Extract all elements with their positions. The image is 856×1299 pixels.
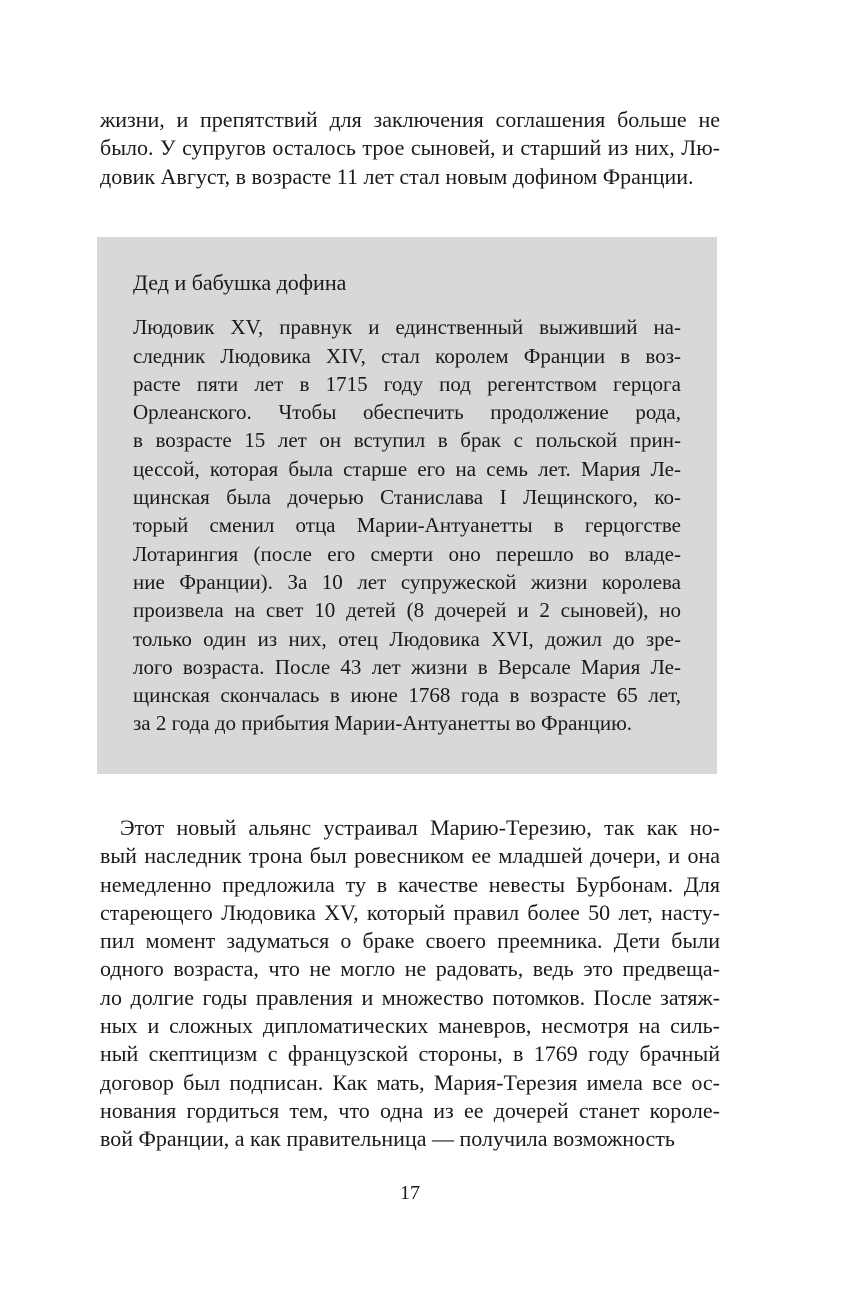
text-line: довик Август, в возрасте 11 лет стал новым дофином Франции. xyxy=(100,163,694,189)
text-line: вый наследник трона был ровесником ее младшей дочери, и она xyxy=(100,843,720,869)
text-line: Лотарингия (после его смерти оно перешло во владе- xyxy=(133,541,681,566)
top-paragraph xyxy=(100,106,720,191)
text-line: было. У супругов осталось трое сыновей, и старший из них, Лю- xyxy=(100,135,720,161)
text-line: лого возраста. После 43 лет жизни в Версале Мария Ле- xyxy=(133,654,681,679)
text-line: следник Людовика XIV, стал королем Франции в воз- xyxy=(133,343,681,368)
text-line: вой Франции, а как правительница — получила возможность xyxy=(100,1126,675,1152)
text-line: стареющего Людовика XV, который правил более 50 лет, насту- xyxy=(100,899,720,925)
text-line: Людовик XV, правнук и единственный выживший на- xyxy=(133,315,681,340)
text-line: за 2 года до прибытия Марии-Антуанетты во Францию. xyxy=(133,711,633,736)
text-line: одного возраста, что не могло не радовать, ведь это предвеща- xyxy=(100,956,720,982)
text-line: ние Франции). За 10 лет супружеской жизни королева xyxy=(133,569,681,594)
text-line: Этот новый альянс устраивал Марию-Терезию, так как но- xyxy=(120,815,720,840)
text-line: расте пяти лет в 1715 году под регентством герцога xyxy=(133,371,681,396)
text-line: торый сменил отца Марии-Антуанетты в герцогстве xyxy=(133,513,681,538)
text-line: ло долгие годы правления и множество потомков. После затяж- xyxy=(100,984,720,1010)
main-paragraph xyxy=(100,814,720,1154)
text-line: щинская была дочерью Станислава I Лещинского, ко- xyxy=(133,485,681,510)
text-line: нования гордиться тем, что одна из ее дочерей станет короле- xyxy=(100,1097,720,1123)
info-box-title: Дед и бабушка дофина xyxy=(133,270,347,295)
text-line: пил момент задуматься о браке своего преемника. Дети были xyxy=(100,928,720,954)
text-line: ный скептицизм с французской стороны, в 1769 году брачный xyxy=(100,1041,720,1067)
page-number: 17 xyxy=(400,1182,420,1204)
text-line: только один из них, отец Людовика XVI, дожил до зре- xyxy=(133,626,681,651)
text-line: ных и сложных дипломатических маневров, несмотря на силь- xyxy=(100,1013,720,1039)
text-line: немедленно предложила ту в качестве невесты Бурбонам. Для xyxy=(100,871,720,897)
text-line: в возрасте 15 лет он вступил в брак с польской прин- xyxy=(133,428,681,453)
sidebar-info-box xyxy=(97,237,717,774)
text-line: произвела на свет 10 детей (8 дочерей и 2 сыновей), но xyxy=(133,598,681,623)
info-box-body xyxy=(133,313,681,737)
text-line: щинская скончалась в июне 1768 года в возрасте 65 лет, xyxy=(133,683,681,708)
text-line: жизни, и препятствий для заключения соглашения больше не xyxy=(100,107,720,132)
text-line: Орлеанского. Чтобы обеспечить продолжение рода, xyxy=(133,400,681,425)
text-line: цессой, которая была старше его на семь лет. Мария Ле- xyxy=(133,456,681,481)
text-line: договор был подписан. Как мать, Мария-Терезия имела все ос- xyxy=(100,1069,720,1095)
